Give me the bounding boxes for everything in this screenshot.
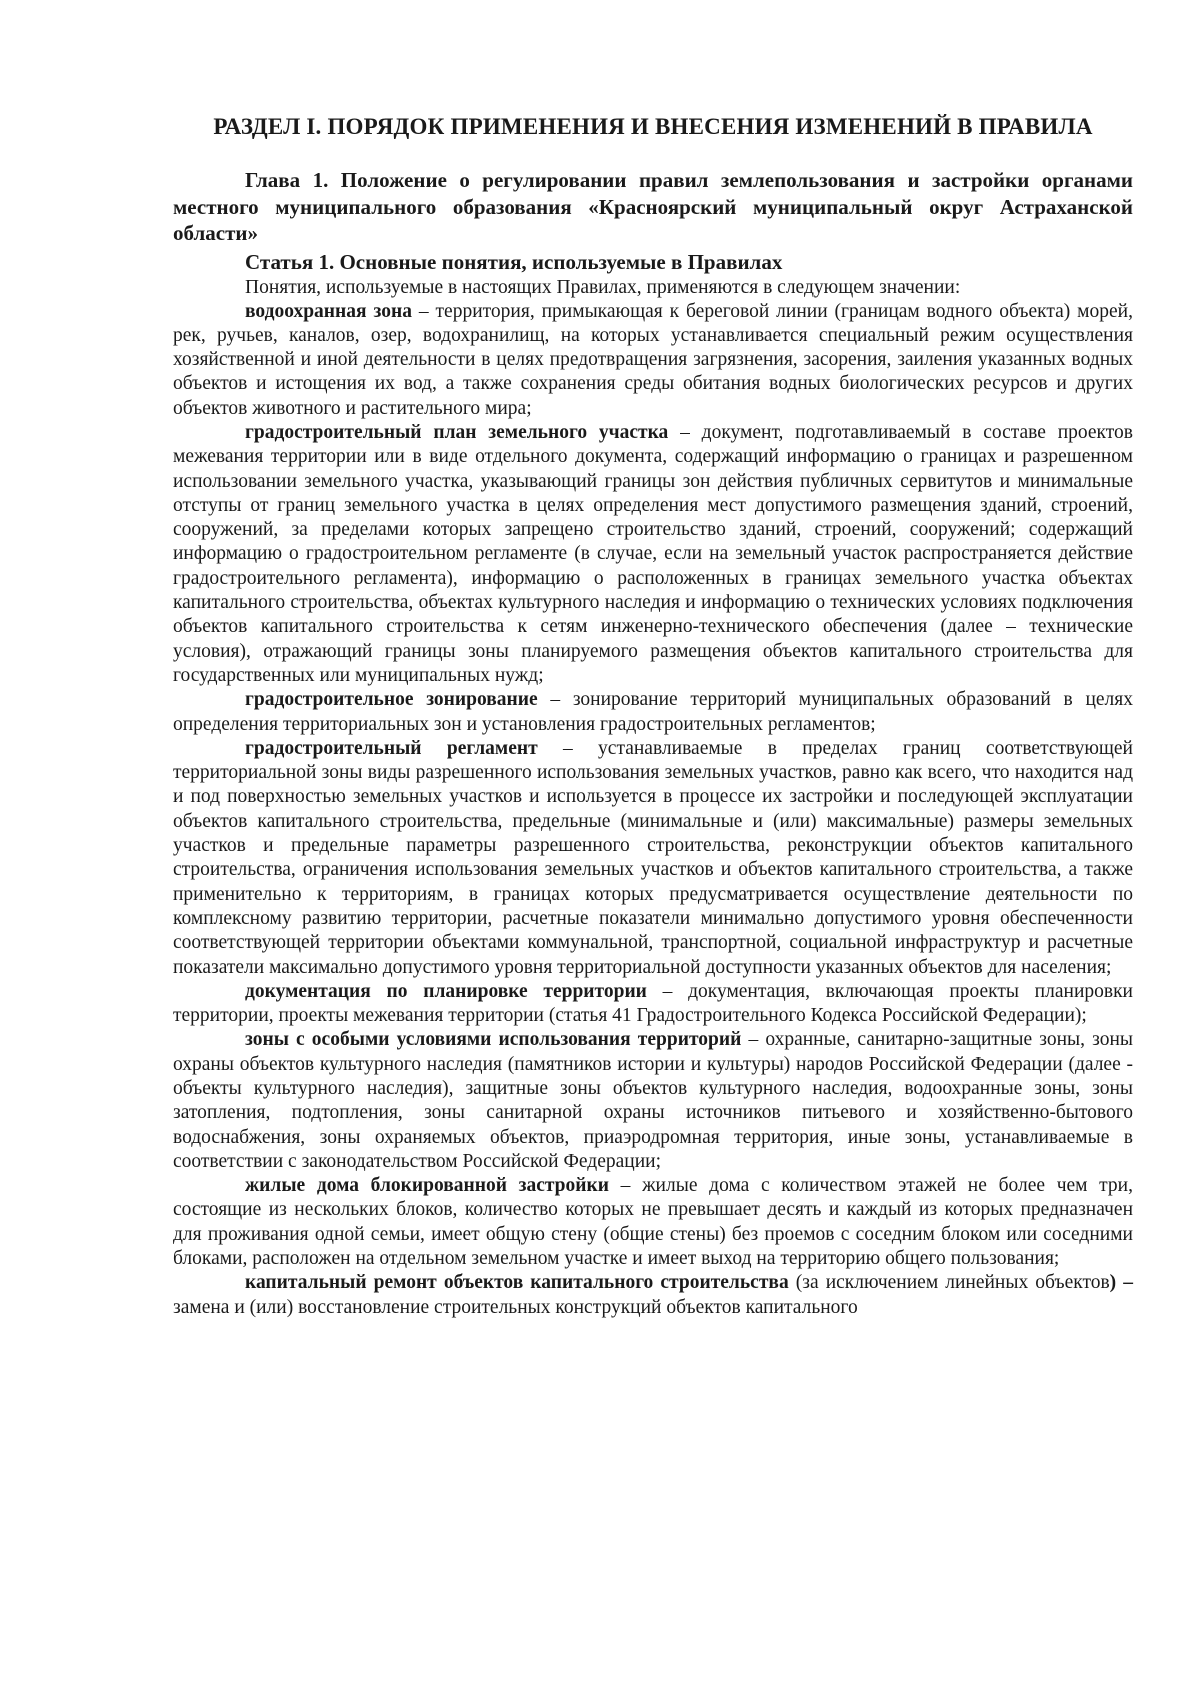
definition-text: – охранные, санитарно-защитные зоны, зоны охраны объектов культурного наследия (памятников истории и культуры) народов Российской Федерации (далее - объекты культурного наследия), защитные зоны объектов культурного наследия, водоохранные зоны, зоны затопления, подтопления, зоны санитарной охраны источников питьевого и хозяйственно-бытового водоснабжения, зоны охраняемых объектов, приаэродромная территория, иные зоны, устанавливаемые в соответствии с законодательством Российской Федерации; bbox=[173, 1029, 1133, 1172]
section-title: РАЗДЕЛ I. ПОРЯДОК ПРИМЕНЕНИЯ И ВНЕСЕНИЯ ИЗМЕНЕНИЙ В ПРАВИЛА bbox=[213, 114, 1093, 139]
definition-term: градостроительный план земельного участка bbox=[245, 421, 669, 443]
intro-paragraph: Понятия, используемые в настоящих Правилах, применяются в следующем значении: bbox=[245, 276, 961, 298]
definition-term: ) – bbox=[1109, 1272, 1133, 1294]
definition-text: – жилые дома с количеством этажей не более чем три, состоящие из нескольких блоков, количество которых не превышает десять и каждый из которых предназначен для проживания одной семьи, имеет общую стену (общие стены) без проемов с соседним блоком или соседними блоками, расположен на отдельном земельном участке и имеет выход на территорию общего пользования; bbox=[173, 1175, 1133, 1270]
definition-paragraph bbox=[173, 1028, 1133, 1174]
article-title: Статья 1. Основные понятия, используемые в Правилах bbox=[245, 249, 783, 274]
definition-paragraph bbox=[173, 300, 1133, 421]
definition-term: градостроительное зонирование bbox=[245, 689, 538, 711]
definition-paragraph bbox=[173, 421, 1133, 688]
definition-paragraph bbox=[173, 980, 1133, 1029]
definition-text: – территория, примыкающая к береговой линии (границам водного объекта) морей, рек, ручьев, каналов, озер, водохранилищ, на которых устанавливается специальный режим осуществления хозяйственной и иной деятельности в целях предотвращения загрязнения, засорения, заиления указанных водных объектов и истощения их вод, а также сохранения среды обитания водных биологических ресурсов и других объектов животного и растительного мира; bbox=[173, 300, 1133, 419]
document-page bbox=[173, 112, 1133, 1320]
definition-paragraph bbox=[173, 1271, 1133, 1320]
definition-text: – устанавливаемые в пределах границ соответствующей территориальной зоны виды разрешенного использования земельных участков, равно как всего, что находится над и под поверхностью земельных участков и используется в процессе их застройки и последующей эксплуатации объектов капитального строительства, предельные (минимальные и (или) максимальные) размеры земельных участков и предельные параметры разрешенного строительства, реконструкции объектов капитального строительства, ограничения использования земельных участков и объектов капитального строительства, а также применительно к территориям, в границах которых предусматривается осуществление деятельности по комплексному развитию территории, расчетные показатели минимально допустимого уровня обеспеченности соответствующей территории объектами коммунальной, транспортной, социальной инфраструктур и расчетные показатели максимально допустимого уровня территориальной доступности указанных объектов для населения; bbox=[173, 737, 1133, 978]
definition-text: – зонирование территорий муниципальных образований в целях определения территориальных зон и установления градостроительных регламентов; bbox=[173, 689, 1133, 735]
definition-text: замена и (или) восстановление строительных конструкций объектов капитального bbox=[173, 1296, 858, 1318]
definition-term: документация по планировке территории bbox=[245, 980, 647, 1002]
definition-term: жилые дома блокированной застройки bbox=[245, 1175, 609, 1197]
definition-text: (за исключением линейных объектов bbox=[788, 1272, 1110, 1294]
definition-paragraph bbox=[173, 688, 1133, 737]
chapter-title: Глава 1. Положение о регулировании правил землепользования и застройки органами местного муниципального образования «Красноярский муниципальный округ Астраханской области» bbox=[173, 168, 1133, 245]
definition-text: – документация, включающая проекты планировки территории, проекты межевания территории (статья 41 Градостроительного Кодекса Российской Федерации); bbox=[173, 980, 1133, 1027]
definition-term: капитальный ремонт объектов капитального строительства bbox=[245, 1272, 789, 1294]
definition-text: – документ, подготавливаемый в составе проектов межевания территории или в виде отдельного документа, содержащий информацию о границах и разрешенном использовании земельного участка, указывающий границы зон действия публичных сервитутов и минимальные отступы от границ земельного участка в целях определения мест допустимого размещения зданий, строений, сооружений, за пределами которых запрещено строительство зданий, строений, сооружений; содержащий информацию о градостроительном регламенте (в случае, если на земельный участок распространяется действие градостроительного регламента), информацию о расположенных в границах земельного участка объектах капитального строительства, объектах культурного наследия и информацию о технических условиях подключения объектов капитального строительства к сетям инженерно-технического обеспечения (далее – технические условия), отражающий границы зоны планируемого размещения объектов капитального строительства для государственных или муниципальных нужд; bbox=[173, 421, 1133, 686]
definition-term: зоны с особыми условиями использования территорий bbox=[245, 1029, 742, 1051]
definition-term: водоохранная зона bbox=[245, 300, 412, 322]
definition-paragraph bbox=[173, 737, 1133, 980]
definition-term: градостроительный регламент bbox=[245, 737, 538, 759]
definitions-list bbox=[173, 300, 1133, 1272]
definition-paragraph bbox=[173, 1174, 1133, 1271]
